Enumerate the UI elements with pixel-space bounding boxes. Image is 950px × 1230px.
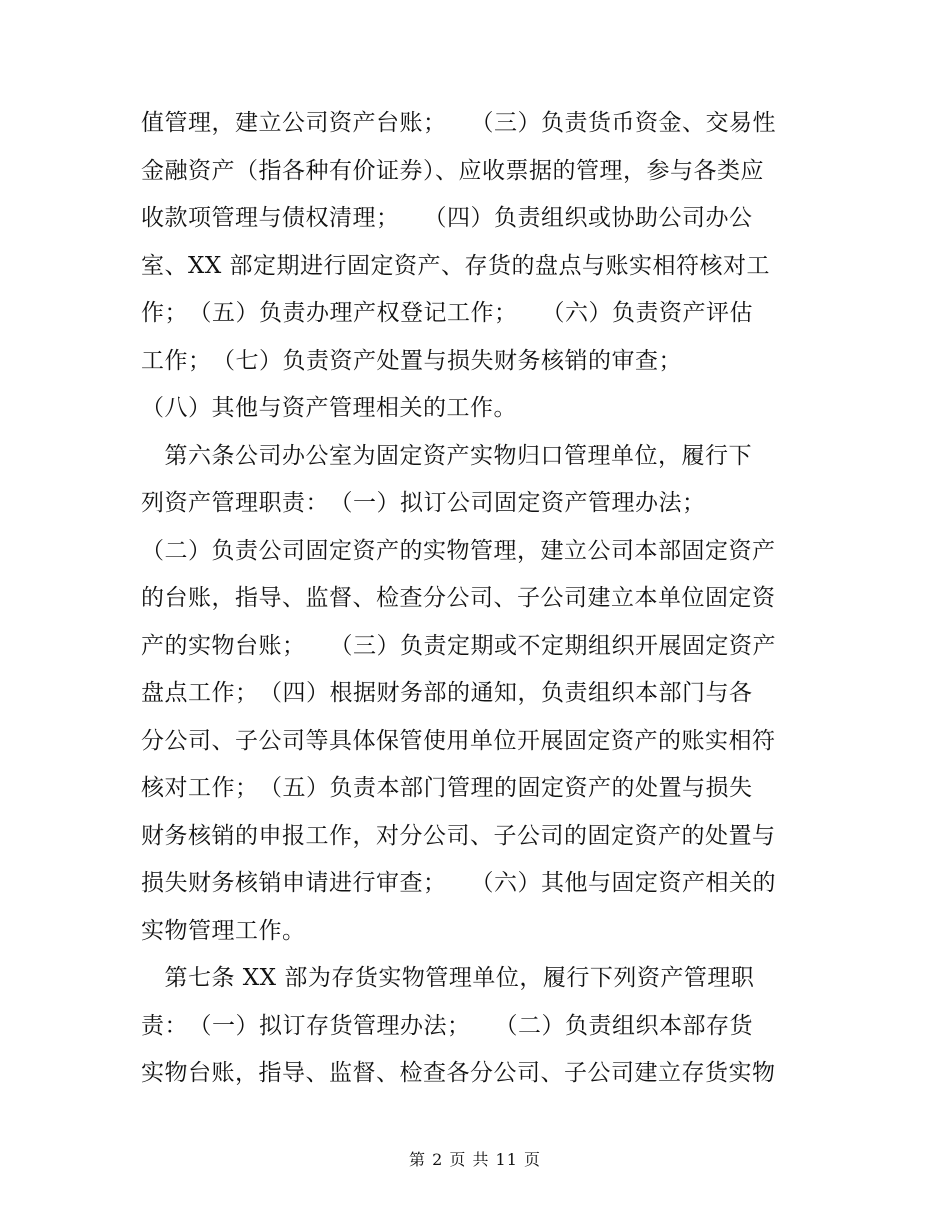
text-line: 值管理，建立公司资产台账； （三）负责货币资金、交易性 <box>141 110 776 136</box>
text-line: （八）其他与资产管理相关的工作。 <box>141 395 517 421</box>
text-line: 第七条 XX 部为存货实物管理单位，履行下列资产管理职 <box>141 965 755 991</box>
text-line: 的台账，指导、监督、检查分公司、子公司建立本单位固定资 <box>141 585 776 611</box>
text-line: 实物管理工作。 <box>141 917 306 944</box>
text-line: 金融资产（指各种有价证券）、应收票据的管理，参与各类应 <box>141 157 764 184</box>
text-line: 列资产管理职责： （一）拟订公司固定资产管理办法； <box>141 490 706 516</box>
text-line: 第六条公司办公室为固定资产实物归口管理单位，履行下 <box>141 442 752 469</box>
text-line: （二）负责公司固定资产的实物管理，建立公司本部固定资产 <box>141 537 776 564</box>
page-number-footer: 第 2 页 共 11 页 <box>409 1150 541 1169</box>
text-line: 产的实物台账； （三）负责定期或不定期组织开展固定资产 <box>141 632 776 659</box>
document-body <box>141 100 809 1098</box>
text-line: 财务核销的申报工作，对分公司、子公司的固定资产的处置与 <box>141 822 776 849</box>
text-line: 作； （五）负责办理产权登记工作； （六）负责资产评估 <box>141 300 753 326</box>
text-line: 核对工作； （五）负责本部门管理的固定资产的处置与损失 <box>141 775 753 801</box>
text-line: 盘点工作； （四）根据财务部的通知，负责组织本部门与各 <box>141 680 753 706</box>
text-line: 分公司、子公司等具体保管使用单位开展固定资产的账实相符 <box>141 727 776 754</box>
text-line: 工作； （七）负责资产处置与损失财务核销的审查； <box>141 347 682 374</box>
text-line: 损失财务核销申请进行审查； （六）其他与固定资产相关的 <box>141 870 776 896</box>
text-line: 实物台账，指导、监督、检查各分公司、子公司建立存货实物 <box>141 1060 776 1086</box>
text-line: 室、XX 部定期进行固定资产、存货的盘点与账实相符核对工 <box>141 252 771 279</box>
text-line: 收款项管理与债权清理； （四）负责组织或协助公司办公 <box>141 205 753 231</box>
text-line: 责： （一）拟订存货管理办法； （二）负责组织本部存货 <box>141 1012 753 1039</box>
